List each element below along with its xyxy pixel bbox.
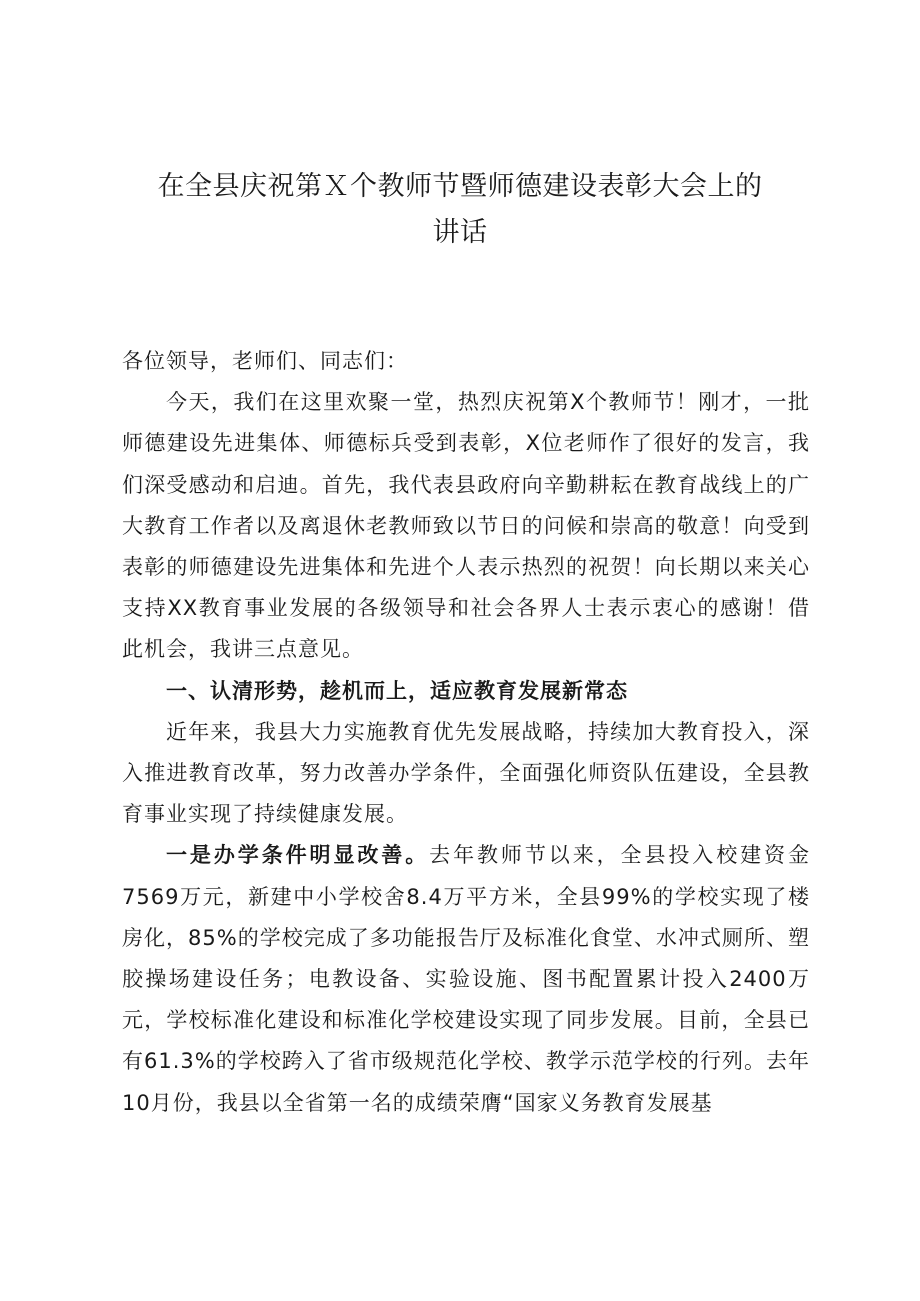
paragraph-conditions — [122, 835, 810, 1123]
document-title-line-1: 在全县庆祝第Ｘ个教师节暨师德建设表彰大会上的 — [157, 171, 763, 202]
document-title-line-2: 讲话 — [432, 217, 488, 248]
paragraph-conditions-text: 去年教师节以来，全县投入校建资金7569万元，新建中小学校舍8.4万平方米，全县99%的学校实现了楼房化，85%的学校完成了多功能报告厅及标准化食堂、水冲式厕所、塑胶操场建设任务；电教设备、实验设施、图书配置累计投入2400万元，学校标准化建设和标准化学校建设实现了同步发展。目前，全县已有61.3%的学校跨入了省市级规范化学校、教学示范学校的行列。去年10月份，我县以全省第一名的成绩荣膺“国家义务教育发展基 — [122, 843, 811, 1115]
paragraph-opening: 今天，我们在这里欢聚一堂，热烈庆祝第X个教师节！刚才，一批师德建设先进集体、师德标兵受到表彰，X位老师作了很好的发言，我们深受感动和启迪。首先，我代表县政府向辛勤耕耘在教育战线上的广大教育工作者以及离退休老教师致以节日的问候和崇高的敬意！向受到表彰的师德建设先进集体和先进个人表示热烈的祝贺！向长期以来关心支持XX教育事业发展的各级领导和社会各界人士表示衷心的感谢！借此机会，我讲三点意见。 — [122, 390, 810, 662]
section-heading-1: 一、认清形势，趁机而上，适应教育发展新常态 — [166, 678, 628, 703]
document-body — [122, 341, 810, 1124]
paragraph-lead-bold: 一是办学条件明显改善。 — [166, 843, 430, 868]
salutation: 各位领导，老师们、同志们： — [122, 349, 408, 373]
paragraph-overview: 近年来，我县大力实施教育优先发展战略，持续加大教育投入，深入推进教育改革，努力改善办学条件，全面强化师资队伍建设，全县教育事业实现了持续健康发展。 — [122, 719, 810, 827]
